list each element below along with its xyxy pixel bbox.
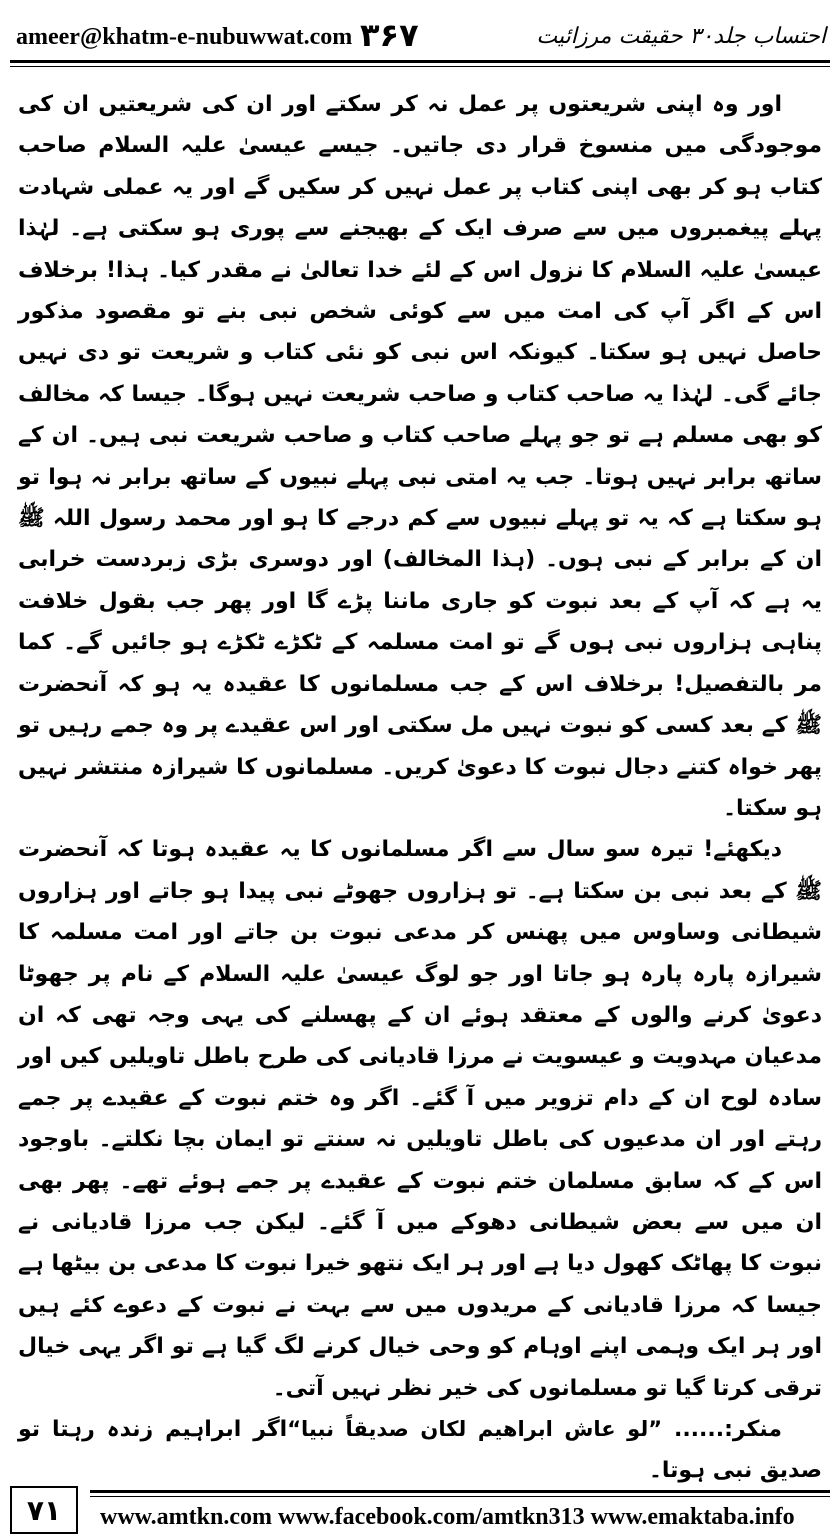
- speaker-label: منکر:......: [673, 1417, 782, 1442]
- header-rule: [10, 60, 830, 63]
- paragraph-2: [18, 829, 822, 1409]
- header-rule-thin: [10, 66, 830, 67]
- paragraph-1-text: اور وہ اپنی شریعتوں پر عمل نہ کر سکتے اور ان کی شریعتیں ان کی موجودگی میں منسوخ قرار دی جاتیں۔ جیسے عیسیٰ علیہ السلام صاحب کتاب ہو کر بھی اپنی کتاب پر عمل نہیں کر سکیں گے اور یہ عملی شہادت پہلے پیغمبروں میں سے صرف ایک کے بھیجنے سے پوری ہو سکتی ہے۔ لہٰذا عیسیٰ علیہ السلام کا نزول اس کے لئے خدا تعالیٰ نے مقدر کیا۔ ہذا! برخلاف اس کے اگر آپ کی امت میں سے کوئی شخص نبی بنے تو مقصود مذکور حاصل نہیں ہو سکتا۔ کیونکہ اس نبی کو نئی کتاب و شریعت تو دی نہیں جائے گی۔ لہٰذا یہ صاحب کتاب و صاحب شریعت نہیں ہوگا۔ جیسا کہ مخالف کو بھی مسلم ہے تو جو پہلے صاحب کتاب و صاحب شریعت نبی ہیں۔ ان کے ساتھ برابر نہیں ہوتا۔ جب یہ امتی نبی پہلے نبیوں کے ساتھ برابر نہ ہوا تو ہو سکتا ہے کہ یہ تو پہلے نبیوں سے کم درجے کا ہو اور محمد رسول اللہ ﷺ ان کے برابر کے نبی ہوں۔ (ہذا المخالف) اور دوسری بڑی زبردست خرابی یہ ہے کہ آپ کے بعد نبوت کو جاری ماننا پڑے گا اور پھر جب بقول خلافت پناہی ہزاروں نبی ہوں گے تو امت مسلمہ کے ٹکڑے ٹکڑے ہو جائیں گے۔ کما مر بالتفصیل! برخلاف اس کے جب مسلمانوں کا عقیدہ یہ ہو کہ آنحضرت ﷺ کے بعد کسی کو نبوت نہیں مل سکتی اور اس عقیدے پر وہ جمے رہیں تو پھر خواہ کتنے دجال نبوت کا دعویٰ کریں۔ مسلمانوں کا شیرازہ منتشر نہیں ہو سکتا۔: [18, 92, 822, 821]
- header-book-title: احتساب جلد۳۰ حقیقت مرزائیت: [536, 24, 826, 49]
- header-page-number: ۳۶۷: [360, 16, 419, 54]
- page-header: [10, 14, 830, 58]
- arabic-quote: ”لو عاش ابراهيم لكان صديقاً نبيا“: [287, 1417, 663, 1441]
- quote-translation: اگر ابراہیم زندہ رہتا تو صدیق نبی ہوتا۔: [18, 1417, 822, 1484]
- paragraph-2-text: دیکھئے! تیرہ سو سال سے اگر مسلمانوں کا یہ عقیدہ ہوتا کہ آنحضرت ﷺ کے بعد نبی بن سکتا ہے۔ تو ہزاروں جھوٹے نبی پیدا ہو جاتے اور ہزاروں شیطانی وساوس میں پھنس کر مدعی نبوت بن جاتے اور امت مسلمہ کا شیرازہ پارہ پارہ ہو جاتا اور جو لوگ عیسیٰ علیہ السلام کے نام پر جھوٹا دعویٰ کرنے والوں کے معتقد ہوئے ان کے پھسلنے کی یہی وجہ تھی کہ ان مدعیان مہدویت و عیسویت نے مرزا قادیانی کی طرح باطل تاویلیں کیں اور سادہ لوح ان کے دام تزویر میں آ گئے۔ اگر وہ ختم نبوت کے عقیدے پر جمے رہتے اور ان مدعیوں کی باطل تاویلیں نہ سنتے تو ایمان بچا نکلتے۔ باوجود اس کے کہ سابق مسلمان ختم نبوت کے عقیدے پر جمے ہوئے تھے۔ پھر بھی ان میں سے بعض شیطانی دھوکے میں آ گئے۔ لیکن جب مرزا قادیانی نے نبوت کا پھاٹک کھول دیا ہے اور ہر ایک نتھو خیرا نبوت کا مدعی بن بیٹھا ہے جیسا کہ مرزا قادیانی کے مریدوں میں سے بہت نے نبوت کے دعوے کئے ہیں اور ہر ایک وہمی اپنے اوہام کو وحی خیال کرنے لگ گیا ہے تو اگر یہی خیال ترقی کرتا گیا تو مسلمانوں کی خیر نظر نہیں آتی۔: [18, 837, 822, 1401]
- footer-page-number: ۷۱: [10, 1486, 78, 1534]
- footer-links: www.amtkn.com www.facebook.com/amtkn313 www.emaktaba.info: [100, 1504, 795, 1530]
- footer-rule: [90, 1490, 830, 1493]
- header-email: ameer@khatm-e-nubuwwat.com: [16, 24, 353, 50]
- paragraph-3: [18, 1409, 822, 1492]
- main-text: [18, 84, 822, 1492]
- footer-rule-thin: [90, 1496, 830, 1497]
- page-footer: [10, 1482, 830, 1534]
- paragraph-1: [18, 84, 822, 829]
